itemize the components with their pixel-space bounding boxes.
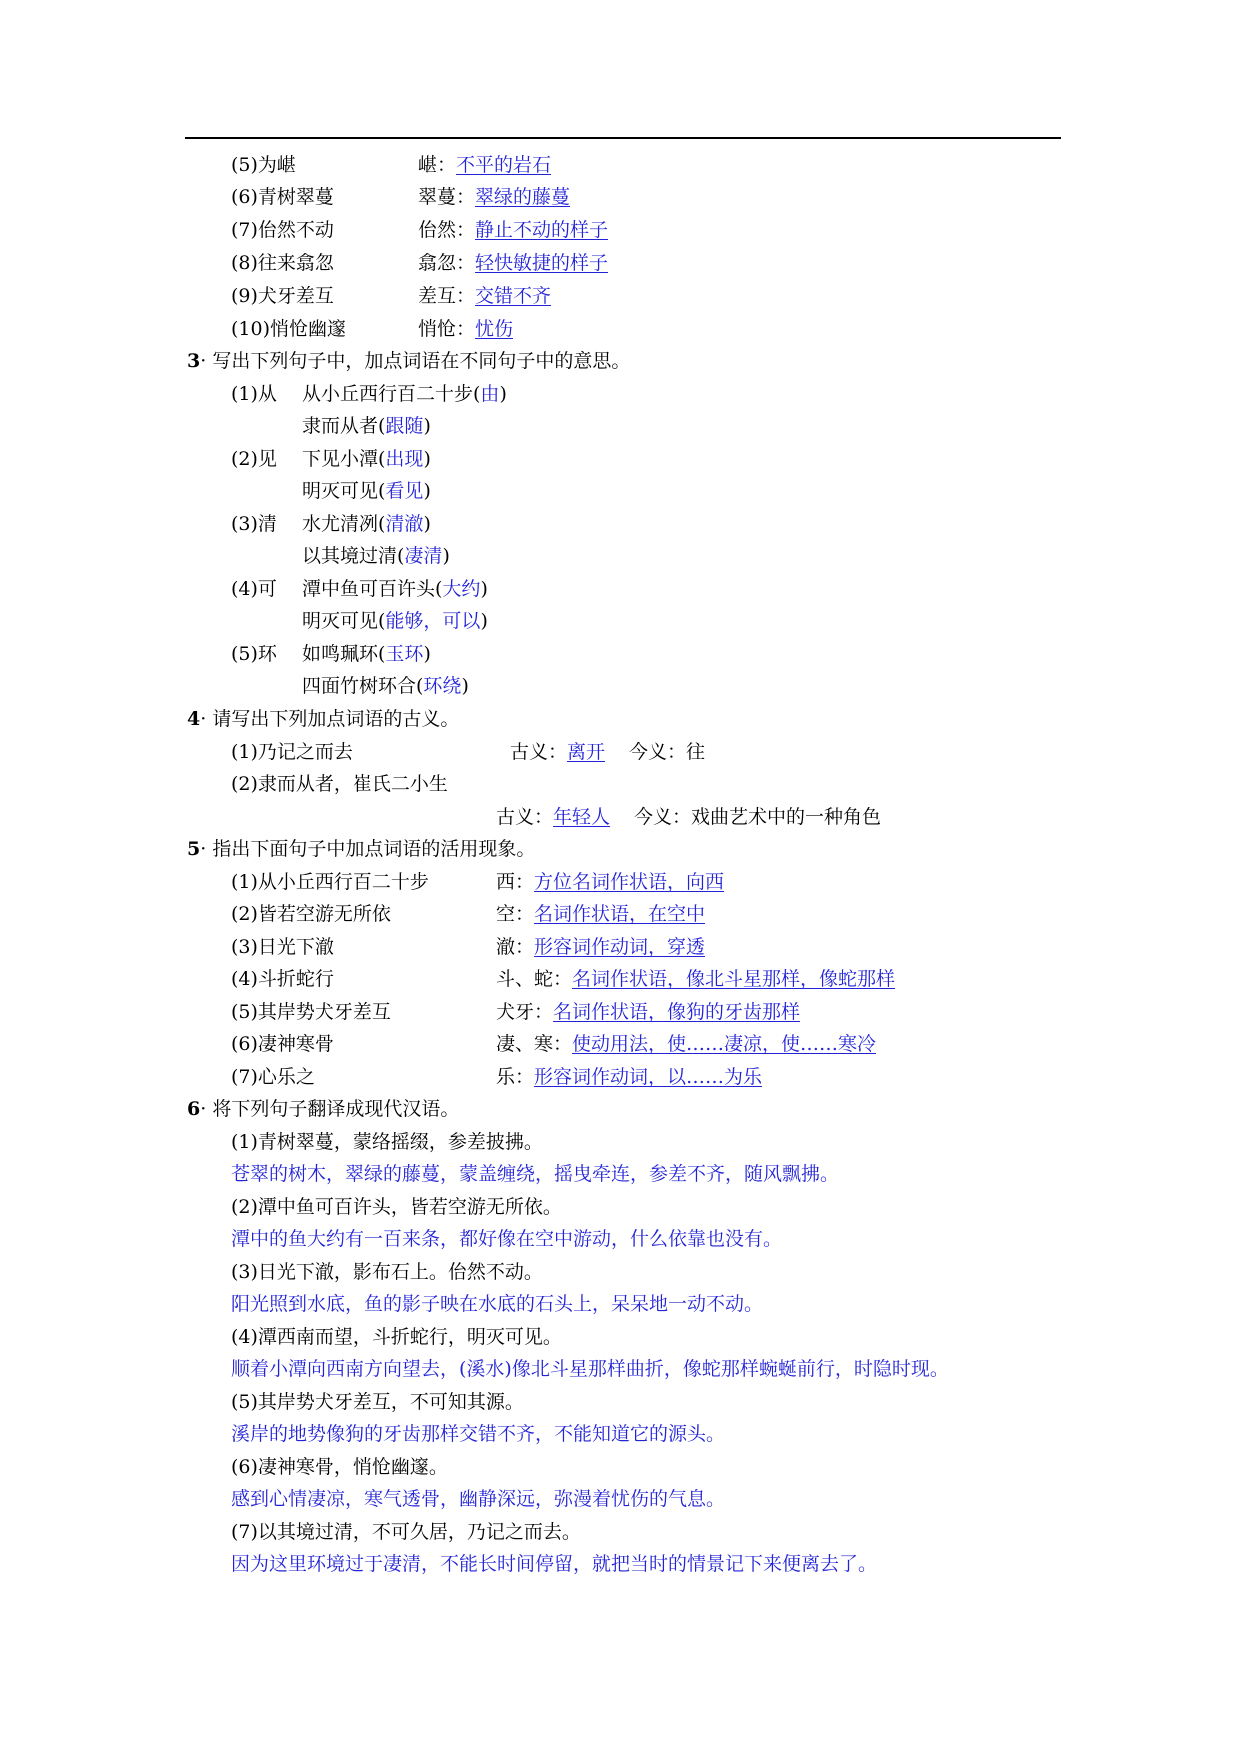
s6-translation: 因为这里环境过于凄清，不能长时间停留，就把当时的情景记下来便离去了。 — [231, 1553, 878, 1575]
s3-sentence: 以其境过清(凄清) — [302, 545, 450, 567]
s6-number: 6 — [187, 1098, 201, 1120]
s2-word: 悄怆： — [418, 318, 476, 340]
s6-question: (1)青树翠蔓，蒙络摇缀，参差披拂。 — [231, 1131, 543, 1153]
s3-sentence: 明灭可见(看见) — [302, 480, 431, 502]
s5-answer: 名词作状语，像狗的牙齿那样 — [553, 1001, 801, 1023]
s5-answer-row: 西：方位名词作状语，向西 — [496, 871, 725, 893]
s6-question: (6)凄神寒骨，悄怆幽邃。 — [231, 1456, 448, 1478]
s3-sentence: 如鸣珮环(玉环) — [302, 643, 431, 665]
s4-instruction: 请写出下列加点词语的古义。 — [212, 708, 460, 730]
s4-number: 4 — [187, 708, 201, 730]
s6-translation: 溪岸的地势像狗的牙齿那样交错不齐，不能知道它的源头。 — [231, 1423, 726, 1445]
s4-modern: 今义：戏曲艺术中的一种角色 — [634, 806, 882, 828]
s6-translation: 感到心情凄凉，寒气透骨，幽静深远，弥漫着忧伤的气息。 — [231, 1488, 726, 1510]
s5-item: (4)斗折蛇行 — [231, 968, 334, 990]
s5-item: (5)其岸势犬牙差互 — [231, 1001, 391, 1023]
s2-word: 佁然： — [418, 219, 476, 241]
s3-answer: 玉环 — [385, 643, 424, 665]
s5-answer: 使动用法，使……凄凉，使……寒冷 — [572, 1033, 877, 1055]
s2-answer: 忧伤 — [475, 318, 514, 340]
s5-answer-row: 澈：形容词作动词，穿透 — [496, 936, 706, 958]
s5-answer-row: 空：名词作状语，在空中 — [496, 903, 706, 925]
s3-answer: 清澈 — [385, 513, 424, 535]
s3-label: (3)清 — [231, 513, 277, 535]
s5-answer: 方位名词作状语，向西 — [534, 871, 725, 893]
s5-answer-row: 犬牙：名词作状语，像狗的牙齿那样 — [496, 1001, 801, 1023]
s5-item: (2)皆若空游无所依 — [231, 903, 391, 925]
s5-answer: 名词作状语，像北斗星那样，像蛇那样 — [572, 968, 896, 990]
s6-question: (7)以其境过清，不可久居，乃记之而去。 — [231, 1521, 581, 1543]
s2-word: 差互： — [418, 285, 476, 307]
s3-answer: 由 — [480, 383, 500, 405]
s2-answer: 不平的岩石 — [456, 154, 552, 176]
s2-item: (6)青树翠蔓 — [231, 186, 334, 208]
s4-item: (1)乃记之而去 — [231, 741, 353, 763]
s6-translation: 潭中的鱼大约有一百来条，都好像在空中游动，什么依靠也没有。 — [231, 1228, 783, 1250]
s6-question: (4)潭西南而望，斗折蛇行，明灭可见。 — [231, 1326, 562, 1348]
s5-answer-row: 凄、寒：使动用法，使……凄凉，使……寒冷 — [496, 1033, 877, 1055]
s3-label: (1)从 — [231, 383, 277, 405]
s5-instruction: 指出下面句子中加点词语的活用现象。 — [212, 838, 536, 860]
s2-item: (8)往来翕忽 — [231, 252, 334, 274]
s2-answer-row — [418, 185, 570, 209]
s3-sentence: 明灭可见(能够，可以) — [302, 610, 488, 632]
s5-item: (1)从小丘西行百二十步 — [231, 871, 429, 893]
s3-sentence: 潭中鱼可百许头(大约) — [302, 578, 488, 600]
s3-sentence: 隶而从者(跟随) — [302, 415, 431, 437]
s5-answer: 形容词作动词，以……为乐 — [534, 1066, 763, 1088]
s2-answer-row — [418, 218, 608, 242]
s5-item: (7)心乐之 — [231, 1066, 315, 1088]
s3-sentence: 下见小潭(出现) — [302, 448, 431, 470]
s2-item: (10)悄怆幽邃 — [231, 318, 347, 340]
s6-translation: 顺着小潭向西南方向望去，(溪水)像北斗星那样曲折，像蛇那样蜿蜒前行，时隐时现。 — [231, 1358, 949, 1380]
s2-item: (5)为嵁 — [231, 154, 296, 176]
s5-item: (6)凄神寒骨 — [231, 1033, 334, 1055]
s4-item: (2)隶而从者，崔氏二小生 — [231, 773, 448, 795]
s5-answer: 形容词作动词，穿透 — [534, 936, 706, 958]
s3-answer: 大约 — [442, 578, 481, 600]
s3-label: (4)可 — [231, 578, 277, 600]
s3-sentence: 水尤清冽(清澈) — [302, 513, 431, 535]
s3-answer: 凄清 — [404, 545, 443, 567]
s3-sentence: 从小丘西行百二十步(由) — [302, 383, 507, 405]
s4-answer-row: 古义：离开 今义：往 — [510, 741, 706, 763]
s6-title: 6· 将下列句子翻译成现代汉语。 — [187, 1098, 460, 1120]
s2-answer-row — [418, 251, 608, 275]
s5-number: 5 — [187, 838, 201, 860]
s2-answer-row — [418, 153, 551, 177]
s4-answer-row: 古义：年轻人 今义：戏曲艺术中的一种角色 — [496, 806, 882, 828]
s3-label: (2)见 — [231, 448, 277, 470]
s5-answer-row: 乐：形容词作动词，以……为乐 — [496, 1066, 763, 1088]
s5-item: (3)日光下澈 — [231, 936, 334, 958]
s2-word: 嵁： — [418, 154, 457, 176]
s6-question: (3)日光下澈，影布石上。佁然不动。 — [231, 1261, 543, 1283]
s6-instruction: 将下列句子翻译成现代汉语。 — [212, 1098, 460, 1120]
s3-answer: 能够，可以 — [385, 610, 481, 632]
s3-answer: 看见 — [385, 480, 424, 502]
s2-word: 翕忽： — [418, 252, 476, 274]
s3-label: (5)环 — [231, 643, 277, 665]
s4-title: 4· 请写出下列加点词语的古义。 — [187, 708, 460, 730]
s2-answer: 翠绿的藤蔓 — [475, 186, 571, 208]
s3-instruction: 写出下列句子中，加点词语在不同句子中的意思。 — [212, 350, 631, 372]
s2-item: (7)佁然不动 — [231, 219, 334, 241]
s2-word: 翠蔓： — [418, 186, 476, 208]
s2-item: (9)犬牙差互 — [231, 285, 334, 307]
s6-translation: 苍翠的树木，翠绿的藤蔓，蒙盖缠绕，摇曳牵连，参差不齐，随风飘拂。 — [231, 1163, 840, 1185]
s2-answer: 轻快敏捷的样子 — [475, 252, 609, 274]
s6-question: (5)其岸势犬牙差互，不可知其源。 — [231, 1391, 524, 1413]
s4-answer: 年轻人 — [553, 806, 611, 828]
s5-title: 5· 指出下面句子中加点词语的活用现象。 — [187, 838, 536, 860]
header-rule — [185, 137, 1061, 139]
s6-translation: 阳光照到水底，鱼的影子映在水底的石头上，呆呆地一动不动。 — [231, 1293, 764, 1315]
s3-answer: 环绕 — [423, 675, 462, 697]
s2-answer-row — [418, 284, 551, 308]
s5-answer: 名词作状语，在空中 — [534, 903, 706, 925]
s3-title: 3· 写出下列句子中，加点词语在不同句子中的意思。 — [187, 350, 631, 372]
s6-question: (2)潭中鱼可百许头，皆若空游无所依。 — [231, 1196, 562, 1218]
s3-answer: 跟随 — [385, 415, 424, 437]
s4-modern: 今义：往 — [629, 741, 706, 763]
s5-answer-row: 斗、蛇：名词作状语，像北斗星那样，像蛇那样 — [496, 968, 896, 990]
s4-answer: 离开 — [567, 741, 606, 763]
s2-answer: 静止不动的样子 — [475, 219, 609, 241]
s2-answer-row — [418, 317, 513, 341]
s3-answer: 出现 — [385, 448, 424, 470]
s3-sentence: 四面竹树环合(环绕) — [302, 675, 469, 697]
s2-answer: 交错不齐 — [475, 285, 552, 307]
s3-number: 3 — [187, 350, 201, 372]
